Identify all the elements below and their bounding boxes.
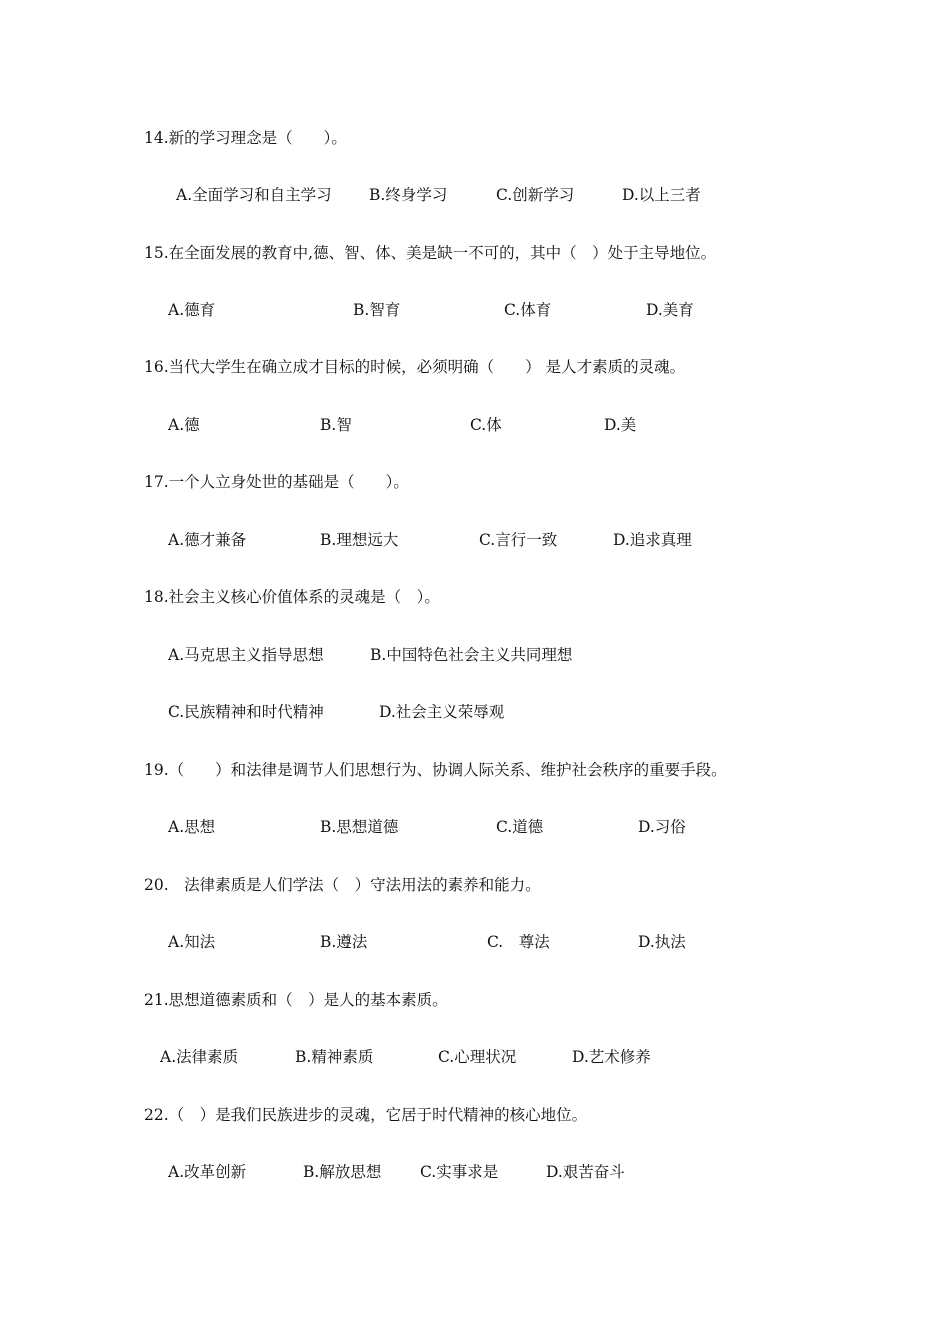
question-17-option-d: D.追求真理 [613, 531, 692, 549]
question-21-option-d: D.艺术修养 [572, 1048, 651, 1066]
question-20-stem: 20. 法律素质是人们学法（ ）守法用法的素养和能力。 [144, 876, 541, 894]
question-15-option-a: A.德育 [168, 301, 216, 319]
question-17-option-b: B.理想远大 [320, 531, 399, 549]
question-17-option-a: A.德才兼备 [168, 531, 247, 549]
question-16-stem: 16.当代大学生在确立成才目标的时候，必须明确（ ） 是人才素质的灵魂。 [144, 358, 686, 376]
question-15-option-d: D.美育 [646, 301, 694, 319]
question-14-option-a: A.全面学习和自主学习 [176, 186, 332, 204]
question-19-option-a: A.思想 [168, 818, 216, 836]
question-14-stem: 14.新的学习理念是（ ）。 [144, 129, 347, 147]
question-22-option-d: D.艰苦奋斗 [546, 1163, 625, 1181]
question-18-option-c: C.民族精神和时代精神 [168, 703, 324, 721]
question-20-option-d: D.执法 [638, 933, 686, 951]
question-15-option-b: B.智育 [353, 301, 401, 319]
question-22-option-b: B.解放思想 [303, 1163, 382, 1181]
question-18-option-a: A.马克思主义指导思想 [168, 646, 324, 664]
question-22-option-c: C.实事求是 [420, 1163, 499, 1181]
question-19-option-c: C.道德 [496, 818, 544, 836]
question-21-option-c: C.心理状况 [438, 1048, 517, 1066]
question-15-stem: 15.在全面发展的教育中,德、智、体、美是缺一不可的，其中（ ）处于主导地位。 [144, 244, 717, 262]
question-17-stem: 17.一个人立身处世的基础是（ ）。 [144, 473, 409, 491]
question-20-option-b: B.遵法 [320, 933, 368, 951]
question-14-option-d: D.以上三者 [622, 186, 701, 204]
question-14-option-b: B.终身学习 [369, 186, 448, 204]
question-16-option-d: D.美 [604, 416, 637, 434]
question-14-option-c: C.创新学习 [496, 186, 575, 204]
question-18-stem: 18.社会主义核心价值体系的灵魂是（ ）。 [144, 588, 440, 606]
question-22-stem: 22.（ ）是我们民族进步的灵魂，它居于时代精神的核心地位。 [144, 1106, 588, 1124]
question-16-option-c: C.体 [470, 416, 502, 434]
question-19-option-b: B.思想道德 [320, 818, 399, 836]
question-19-option-d: D.习俗 [638, 818, 686, 836]
question-15-option-c: C.体育 [504, 301, 552, 319]
question-18-option-b: B.中国特色社会主义共同理想 [370, 646, 573, 664]
question-21-stem: 21.思想道德素质和（ ）是人的基本素质。 [144, 991, 448, 1009]
question-21-option-a: A.法律素质 [160, 1048, 239, 1066]
question-20-option-c: C. 尊法 [487, 933, 550, 951]
question-22-option-a: A.改革创新 [168, 1163, 247, 1181]
question-20-option-a: A.知法 [168, 933, 216, 951]
question-19-stem: 19.（ ）和法律是调节人们思想行为、协调人际关系、维护社会秩序的重要手段。 [144, 761, 727, 779]
question-21-option-b: B.精神素质 [295, 1048, 374, 1066]
question-18-option-d: D.社会主义荣辱观 [379, 703, 505, 721]
question-16-option-b: B.智 [320, 416, 352, 434]
question-16-option-a: A.德 [168, 416, 200, 434]
question-17-option-c: C.言行一致 [479, 531, 558, 549]
